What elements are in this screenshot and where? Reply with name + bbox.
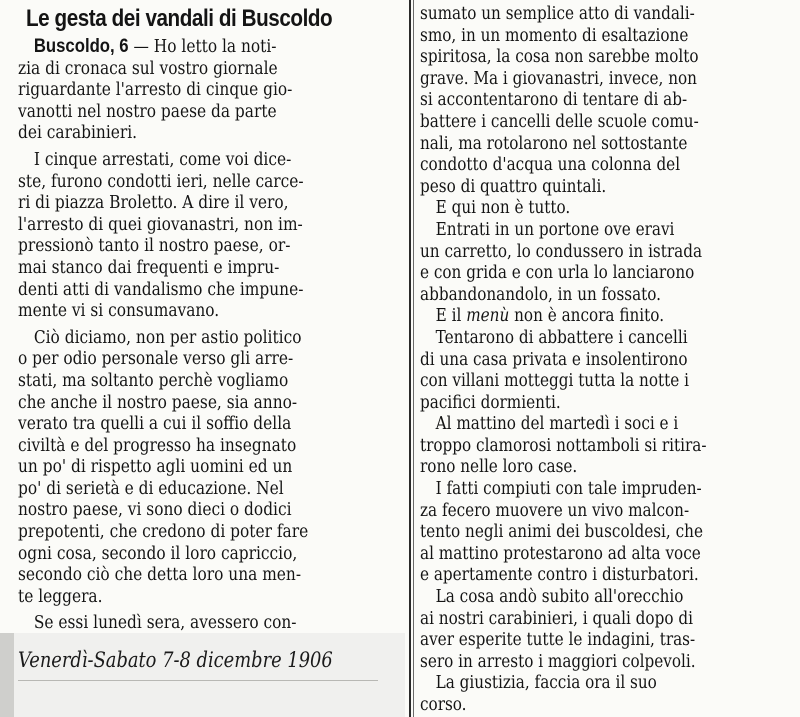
article-line: Ciò diciamo, non per astio politico [33,327,302,348]
article-line: o per odio personale verso gli arre- [18,349,294,370]
article-line: sumato un semplice atto di vandali- [420,4,695,24]
article-dateline: Buscoldo, 6 [33,36,129,57]
article-line: ri di piazza Broletto. A dire il vero, [18,193,289,214]
article-line: abbandonandolo, in un fossato. [420,284,662,305]
article-line: I fatti compiuti con tale impruden- [435,479,702,500]
article-line: zia di cronaca sul vostro giornale [18,58,278,79]
article-line-text: Ho letto la noti- [153,37,277,57]
article-line: nostro paese, vi sono dieci o dodici [18,500,292,521]
article-line: mente vi si consumavano. [18,301,220,322]
article-line: Se essi lunedì sera, avessero con- [33,613,297,634]
article-line: civiltà e del progresso ha insegnato [18,435,297,456]
article-line: nali, ma rotolarono nel sottostante [420,133,688,154]
article-line [18,36,352,59]
dateline-dash: — [128,37,154,57]
article-line: l'arresto di quei giovanastri, non im- [18,214,303,235]
article-line: un po' di rispetto agli uomini ed un [18,457,293,478]
article-line: pacifici dormienti. [420,392,561,413]
article-line: E qui non è tutto. [435,198,571,219]
article-line: vanotti nel nostro paese da parte [18,101,277,122]
article-headline: Le gesta dei vandali di Buscoldo [26,5,333,32]
right-column [420,0,782,717]
article-italic-word: menù [466,306,510,327]
article-line: grave. Ma i giovanastri, invece, non [420,68,697,89]
article-line: con villani motteggi tutta la notte i [420,371,689,392]
article-line-text: E il [435,306,467,327]
article-line: dei carabinieri. [18,123,138,144]
article-line: spiritosa, la cosa non sarebbe molto [420,47,699,68]
article-line: La giustizia, faccia ora il suo [435,673,657,694]
article-line: pressionò tanto il nostro paese, or- [18,236,291,257]
article-line: e con grida e con urla lo lanciarono [420,263,695,284]
article-line: smo, in un momento di esaltazione [420,25,689,46]
article-line: I cinque arrestati, come voi dice- [33,149,292,170]
article-line: La cosa andò subito all'orecchio [435,587,684,608]
article-line: si accontentarono di tentare di ab- [420,90,688,111]
article-line: prepotenti, che credono di poter fare [18,522,309,543]
article-line: mai stanco dai frequenti e impru- [18,257,280,278]
article-line: ai nostri carabinieri, i quali dopo di [420,608,693,629]
article-line: che anche il nostro paese, sia anno- [18,392,298,413]
footer-divider [18,680,378,681]
article-line: corso. [420,695,467,715]
article-line: di una casa privata e insolentirono [420,349,688,370]
column-divider [409,0,411,717]
article-line: condotto d'acqua una colonna del [420,155,681,176]
article-line: verato tra quelli a cui il soffio della [18,414,292,435]
article-line: secondo ciò che detta loro una men- [18,565,302,586]
article-line: un carretto, lo condussero in istrada [420,241,703,262]
article-line: Entrati in un portone ove eravi [435,219,675,240]
article-line: al mattino protestarono ad alta voce [420,543,701,564]
article-line: ogni cosa, secondo il loro capriccio, [18,543,298,564]
column-divider-secondary [413,0,414,717]
article-line-text: non è ancora finito. [509,306,665,327]
article-line: ste, furono condotti ieri, nelle carce- [18,171,304,192]
footer-strip-edge [0,633,14,717]
article-line: aver esperite tutte le indagini, tras- [420,630,696,651]
article-line: Tentarono di abbattere i cancelli [435,327,688,348]
article-line: stati, ma soltanto perchè vogliamo [18,370,289,391]
article-line: tento negli animi dei buscoldesi, che [420,522,703,543]
article-line [420,306,735,328]
article-line: peso di quattro quintali. [420,176,607,197]
article-line: troppo clamorosi nottamboli si ritira- [420,435,707,456]
article-line: za fecero muovere un vivo malcon- [420,500,690,521]
article-line: sero in arresto i maggiori colpevoli. [420,651,696,672]
article-line: denti atti di vandalismo che impune- [18,279,304,300]
article-line: po' di serietà e di educazione. Nel [18,478,284,499]
article-line: riguardante l'arresto di cinque gio- [18,80,293,101]
left-column [18,0,398,717]
article-line: te leggera. [18,586,103,607]
article-line: Al mattino del martedì i soci e i [435,414,679,435]
article-line: rono nelle loro case. [420,457,578,478]
article-line: e apertamente contro i disturbatori. [420,565,699,586]
article-line: battere i cancelli delle scuole comu- [420,111,699,132]
publication-date: Venerdì-Sabato 7-8 dicembre 1906 [18,648,333,672]
